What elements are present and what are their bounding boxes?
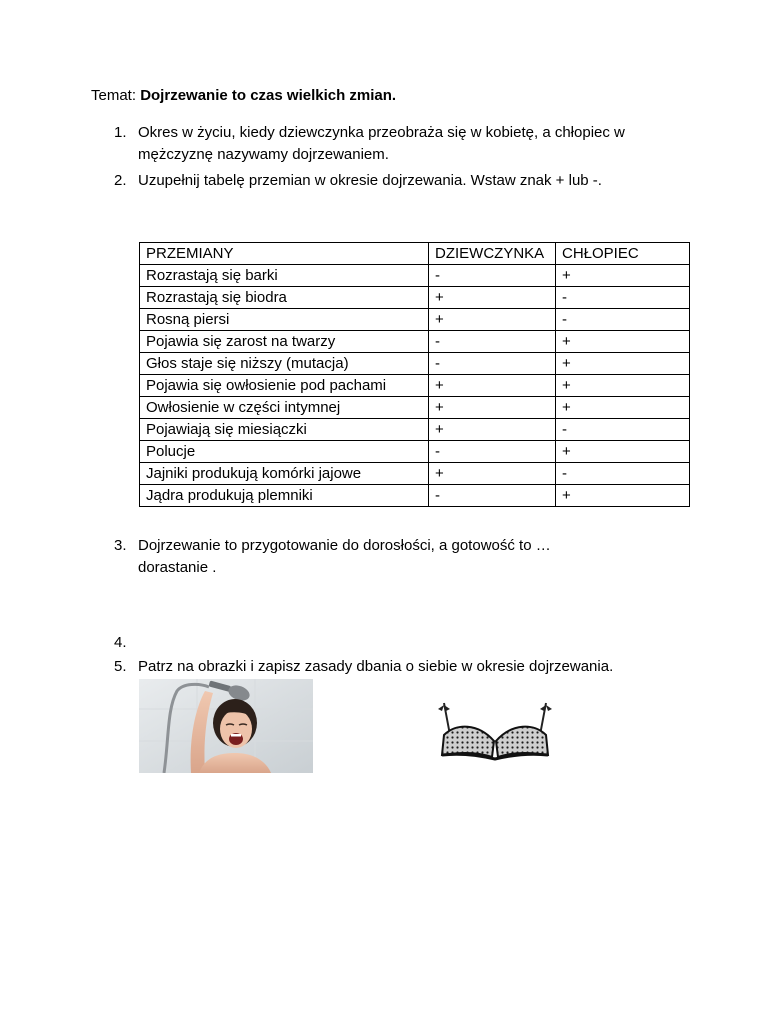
change-cell: Rozrastają się biodra bbox=[140, 287, 429, 309]
change-cell: Pojawia się zarost na twarzy bbox=[140, 331, 429, 353]
change-cell: Głos staje się niższy (mutacja) bbox=[140, 353, 429, 375]
girl-cell: - bbox=[429, 265, 556, 287]
table-row bbox=[140, 331, 690, 353]
girl-cell: + bbox=[429, 419, 556, 441]
girl-cell: + bbox=[429, 397, 556, 419]
change-cell: Jajniki produkują komórki jajowe bbox=[140, 463, 429, 485]
girl-cell: - bbox=[429, 485, 556, 507]
header-cell: DZIEWCZYNKA bbox=[429, 243, 556, 265]
list-number: 2. bbox=[114, 172, 127, 189]
girl-cell: + bbox=[429, 287, 556, 309]
boy-cell: + bbox=[556, 485, 690, 507]
change-cell: Jądra produkują plemniki bbox=[140, 485, 429, 507]
change-cell: Rosną piersi bbox=[140, 309, 429, 331]
boy-cell: + bbox=[556, 397, 690, 419]
girl-cell: + bbox=[429, 375, 556, 397]
list-text: Uzupełnij tabelę przemian w okresie dojrzewania. Wstaw znak + lub -. bbox=[138, 172, 602, 189]
header-cell: PRZEMIANY bbox=[140, 243, 429, 265]
change-cell: Owłosienie w części intymnej bbox=[140, 397, 429, 419]
shower-photo bbox=[139, 679, 313, 773]
table-row bbox=[140, 265, 690, 287]
table-row bbox=[140, 419, 690, 441]
title-label: Temat: bbox=[91, 87, 137, 104]
boy-cell: + bbox=[556, 265, 690, 287]
list-number: 3. bbox=[114, 537, 127, 554]
girl-cell: + bbox=[429, 463, 556, 485]
boy-cell: + bbox=[556, 353, 690, 375]
table-row bbox=[140, 375, 690, 397]
changes-table bbox=[139, 242, 690, 507]
boy-cell: + bbox=[556, 375, 690, 397]
list-text: Patrz na obrazki i zapisz zasady dbania o siebie w okresie dojrzewania. bbox=[138, 658, 614, 675]
title-topic: Dojrzewanie to czas wielkich zmian. bbox=[140, 87, 397, 104]
girl-cell: - bbox=[429, 353, 556, 375]
list-number: 1. bbox=[114, 124, 127, 141]
boy-cell: + bbox=[556, 441, 690, 463]
girl-cell: - bbox=[429, 441, 556, 463]
change-cell: Pojawiają się miesiączki bbox=[140, 419, 429, 441]
header-cell: CHŁOPIEC bbox=[556, 243, 690, 265]
table-row bbox=[140, 485, 690, 507]
boy-cell: - bbox=[556, 287, 690, 309]
table-row bbox=[140, 463, 690, 485]
change-cell: Rozrastają się barki bbox=[140, 265, 429, 287]
table-row bbox=[140, 441, 690, 463]
list-number: 4. bbox=[114, 634, 127, 651]
change-cell: Pojawia się owłosienie pod pachami bbox=[140, 375, 429, 397]
list-text: Dojrzewanie to przygotowanie do dorosłości, a gotowość to … dorastanie . bbox=[138, 537, 551, 576]
boy-cell: - bbox=[556, 309, 690, 331]
bra-photo bbox=[430, 695, 560, 765]
change-cell: Polucje bbox=[140, 441, 429, 463]
list-text: Okres w życiu, kiedy dziewczynka przeobraża się w kobietę, a chłopiec w mężczyznę nazywamy dojrzewaniem. bbox=[138, 124, 625, 163]
table-row bbox=[140, 287, 690, 309]
table-row bbox=[140, 353, 690, 375]
table-row bbox=[140, 309, 690, 331]
girl-cell: + bbox=[429, 309, 556, 331]
boy-cell: - bbox=[556, 463, 690, 485]
table-row bbox=[140, 397, 690, 419]
boy-cell: + bbox=[556, 331, 690, 353]
girl-cell: - bbox=[429, 331, 556, 353]
lesson-title bbox=[91, 87, 396, 105]
boy-cell: - bbox=[556, 419, 690, 441]
list-number: 5. bbox=[114, 658, 127, 675]
table-header-row bbox=[140, 243, 690, 265]
